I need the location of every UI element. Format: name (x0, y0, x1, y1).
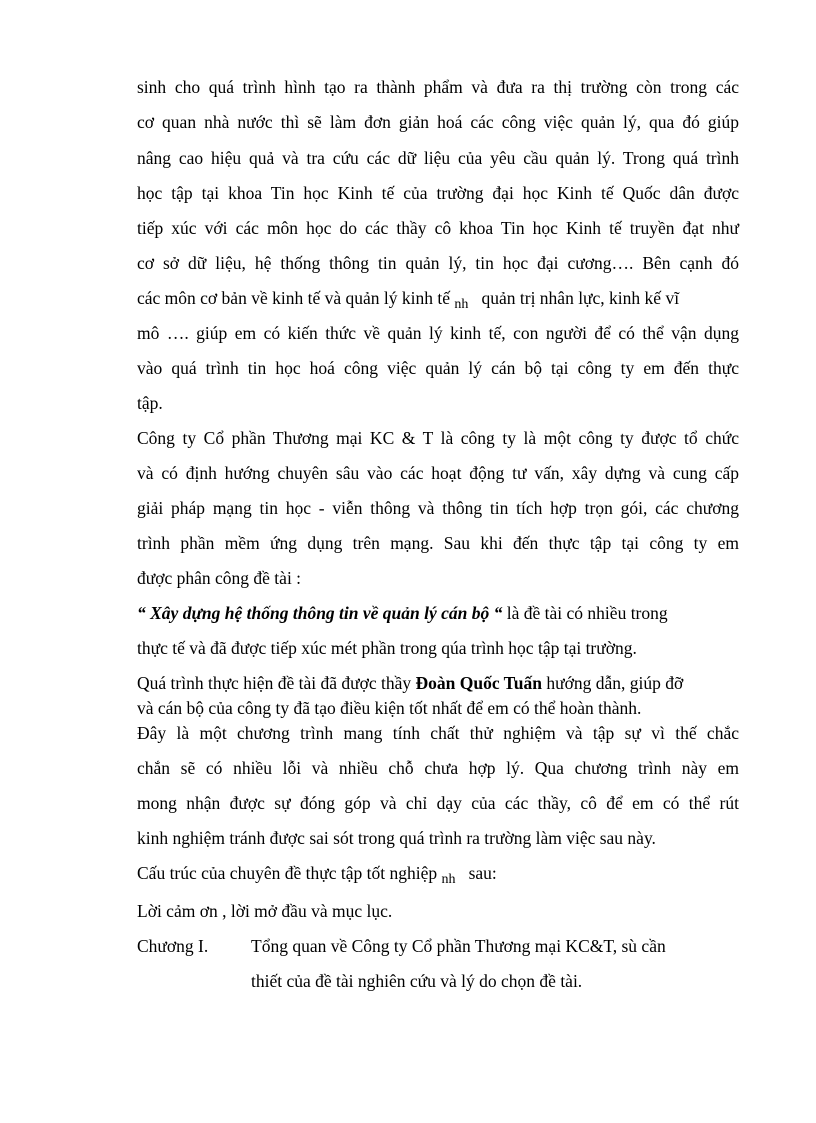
structure-intro (137, 863, 739, 886)
paragraph-3-line-1 (137, 603, 739, 623)
paragraph-1-line-5: tiếp xúc với các môn học do các thầy cô khoa Tin học Kinh tế truyền đạt như (137, 218, 739, 238)
paragraph-1-line-8: mô …. giúp em có kiến thức về quản lý kinh tế, con người để có thể vận dụng (137, 323, 739, 343)
thesis-title: “ Xây dựng hệ thống thông tin về quản lý cán bộ “ (137, 603, 503, 623)
chapter-1-label: Chương I. (137, 936, 209, 956)
structure-intro-part-a: Cấu trúc của chuyên đề thực tập tốt nghiệp (137, 863, 438, 883)
paragraph-5-line-4: kinh nghiệm tránh được sai sót trong quá trình ra trường làm việc sau này. (137, 828, 656, 848)
paragraph-1-line-6: cơ sở dữ liệu, hệ thống thông tin quản lý, tin học đại cương…. Bên cạnh đó (137, 253, 739, 273)
paragraph-2-line-4: trình phần mềm ứng dụng trên mạng. Sau khi đến thực tập tại công ty em (137, 533, 739, 553)
paragraph-2-line-5: được phân công đề tài : (137, 568, 302, 588)
paragraph-1-line-1: sinh cho quá trình hình tạo ra thành phẩm và đưa ra thị trường còn trong các (137, 77, 739, 97)
paragraph-5-line-3: mong nhận được sự đóng góp và chỉ dạy của các thầy, cô để em có thể rút (137, 793, 739, 813)
paragraph-3-line-2: thực tế và đã được tiếp xúc mét phần trong qúa trình học tập tại trường. (137, 638, 637, 658)
line-7-part-b: quản trị nhân lực, kinh kế vĩ (481, 288, 680, 308)
chapter-1-title-line-1: Tổng quan về Công ty Cổ phần Thương mại KC&T, sù cần (251, 936, 666, 956)
paragraph-4-part-b: hướng dẫn, giúp đỡ (541, 673, 684, 693)
structure-intro-part-b: sau: (468, 863, 497, 883)
chapter-1-title-line-2: thiết của đề tài nghiên cứu và lý do chọn đề tài. (251, 971, 583, 991)
paragraph-1-line-9: vào quá trình tin học hoá công việc quản lý cán bộ tại công ty em đến thực (137, 358, 739, 378)
paragraph-2-line-2: và có định hướng chuyên sâu vào các hoạt động tư vấn, xây dựng và cung cấp (137, 463, 739, 483)
paragraph-5-line-1: Đây là một chương trình mang tính chất thử nghiệm và tập sự vì thế chắc (137, 723, 739, 743)
paragraph-2-line-3: giải pháp mạng tin học - viễn thông và thông tin tích hợp trọn gói, các chương (137, 498, 739, 518)
abbrev-nh: nh (454, 297, 469, 312)
teacher-name: Đoàn Quốc Tuấn (415, 673, 542, 693)
paragraph-2-line-1: Công ty Cổ phần Thương mại KC & T là công ty là một công ty được tổ chức (137, 428, 739, 448)
paragraph-4-line-1 (137, 673, 739, 693)
line-7-part-a: các môn cơ bản về kinh tế và quản lý kinh tế (137, 288, 450, 308)
paragraph-1-line-3: nâng cao hiệu quả và tra cứu các dữ liệu của yêu cầu quản lý. Trong quá trình (137, 148, 739, 168)
paragraph-5-line-2: chắn sẽ có nhiều lỗi và nhiều chỗ chưa hợp lý. Qua chương trình này em (137, 758, 739, 778)
structure-preface-line: Lời cảm ơn , lời mở đầu và mục lục. (137, 901, 393, 921)
paragraph-1-line-2: cơ quan nhà nước thì sẽ làm đơn giản hoá các công việc quản lý, qua đó giúp (137, 112, 739, 132)
structure-abbrev-nh: nh (441, 872, 456, 887)
paragraph-1-line-10: tập. (137, 393, 163, 413)
paragraph-4-line-2: và cán bộ của công ty đã tạo điều kiện tốt nhất để em có thể hoàn thành. (137, 698, 642, 718)
paragraph-1-line-7 (137, 288, 739, 311)
paragraph-3-line-1-rest: là đề tài có nhiều trong (502, 603, 668, 623)
paragraph-1-line-4: học tập tại khoa Tin học Kinh tế của trường đại học Kinh tế Quốc dân được (137, 183, 739, 203)
chapter-1-entry (137, 936, 739, 956)
paragraph-4-part-a: Quá trình thực hiện đề tài đã được thầy (137, 673, 416, 693)
